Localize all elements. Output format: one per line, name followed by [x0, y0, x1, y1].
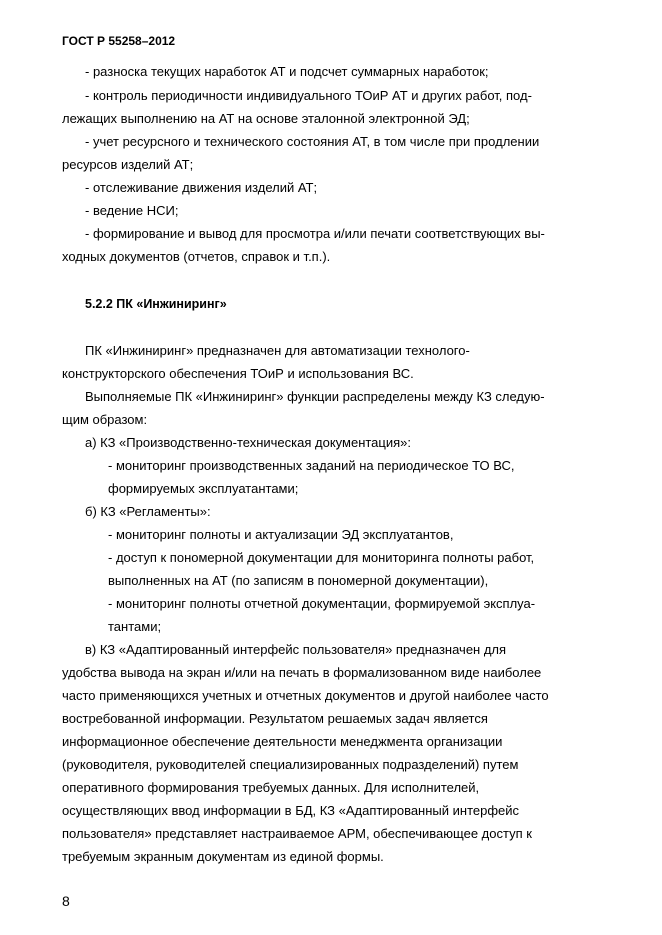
sub-list-item-continuation: тантами; — [108, 619, 162, 634]
sub-list-item: - мониторинг полноты и актуализации ЭД эксплуатантов, — [108, 527, 454, 542]
list-item-continuation: лежащих выполнению на АТ на основе эталонной электронной ЭД; — [62, 111, 470, 126]
subsection-b: б) КЗ «Регламенты»: — [85, 504, 211, 519]
paragraph-line: часто применяющихся учетных и отчетных документов и другой наиболее часто — [62, 688, 549, 703]
paragraph-line: конструкторского обеспечения ТОиР и использования ВС. — [62, 366, 414, 381]
section-title: 5.2.2 ПК «Инжиниринг» — [85, 297, 227, 311]
paragraph-line: требуемым экранным документам из единой формы. — [62, 849, 384, 864]
list-item: - учет ресурсного и технического состояния АТ, в том числе при продлении — [85, 134, 540, 149]
paragraph-line: информационное обеспечение деятельности менеджмента организации — [62, 734, 503, 749]
paragraph-line: осуществляющих ввод информации в БД, КЗ «Адаптированный интерфейс — [62, 803, 520, 818]
sub-list-item-continuation: формируемых эксплуатантами; — [108, 481, 299, 496]
paragraph-line: удобства вывода на экран и/или на печать в формализованном виде наиболее — [62, 665, 542, 680]
page-number: 8 — [62, 893, 70, 909]
list-item: - отслеживание движения изделий АТ; — [85, 180, 318, 195]
sub-list-item: - доступ к пономерной документации для мониторинга полноты работ, — [108, 550, 535, 565]
paragraph-line: щим образом: — [62, 412, 148, 427]
sub-list-item-continuation: выполненных на АТ (по записям в пономерной документации), — [108, 573, 489, 588]
subsection-a: а) КЗ «Производственно-техническая документация»: — [85, 435, 411, 450]
paragraph-line: востребованной информации. Результатом решаемых задач является — [62, 711, 488, 726]
list-item: - разноска текущих наработок АТ и подсчет суммарных наработок; — [85, 64, 489, 79]
paragraph-line: (руководителя, руководителей специализированных подразделений) путем — [62, 757, 519, 772]
list-item: - контроль периодичности индивидуального ТОиР АТ и других работ, под- — [85, 88, 532, 103]
paragraph-line: ПК «Инжиниринг» предназначен для автоматизации технолого- — [85, 343, 470, 358]
list-item-continuation: ресурсов изделий АТ; — [62, 157, 194, 172]
subsection-v: в) КЗ «Адаптированный интерфейс пользователя» предназначен для — [85, 642, 507, 657]
paragraph-line: Выполняемые ПК «Инжиниринг» функции распределены между КЗ следую- — [85, 389, 545, 404]
list-item-continuation: ходных документов (отчетов, справок и т.п.). — [62, 249, 331, 264]
paragraph-line: оперативного формирования требуемых данных. Для исполнителей, — [62, 780, 480, 795]
sub-list-item: - мониторинг полноты отчетной документации, формируемой эксплуа- — [108, 596, 536, 611]
sub-list-item: - мониторинг производственных заданий на периодическое ТО ВС, — [108, 458, 515, 473]
list-item: - ведение НСИ; — [85, 203, 179, 218]
list-item: - формирование и вывод для просмотра и/или печати соответствующих вы- — [85, 226, 545, 241]
document-header: ГОСТ Р 55258–2012 — [62, 34, 176, 48]
paragraph-line: пользователя» представляет настраиваемое АРМ, обеспечивающее доступ к — [62, 826, 532, 841]
